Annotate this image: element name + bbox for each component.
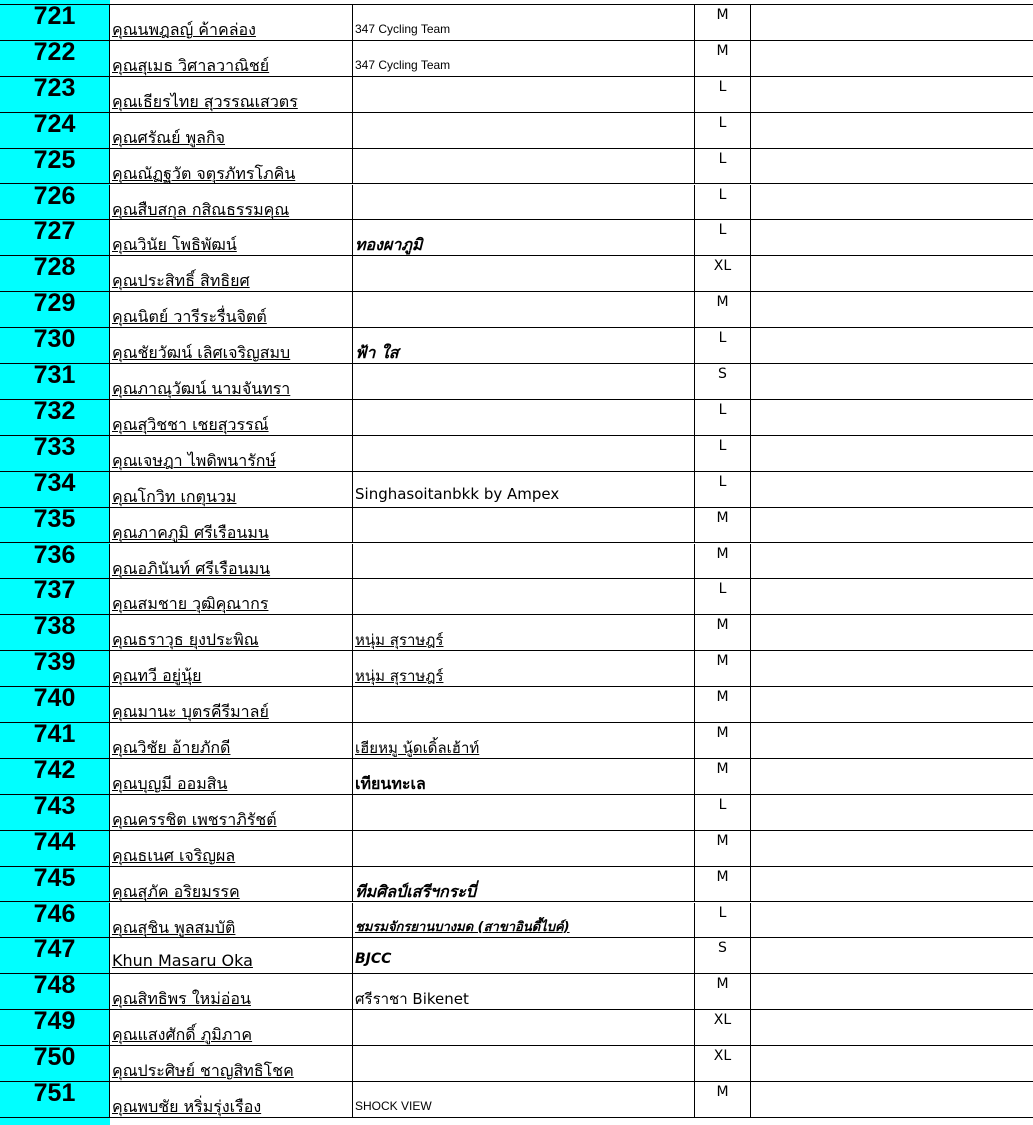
participant-number[interactable]: 729: [0, 292, 110, 327]
table-row: [0, 1043, 1033, 1082]
shirt-size[interactable]: M: [695, 723, 751, 758]
table-row: [0, 361, 1033, 400]
participant-number[interactable]: 749: [0, 1010, 110, 1045]
table-row: [0, 289, 1033, 328]
shirt-size[interactable]: L: [695, 77, 751, 112]
participant-name[interactable]: คุณธราวุธ ยุงประพิณ: [110, 615, 353, 650]
participant-team[interactable]: 347 Cycling Team: [353, 5, 695, 40]
participant-team[interactable]: ชมรมจักรยานบางมด (สาขาอินดี้ไบค์): [353, 903, 695, 938]
table-row: [0, 791, 1033, 831]
participant-team[interactable]: [353, 77, 695, 112]
participant-team[interactable]: [353, 795, 695, 830]
table-row: [0, 612, 1033, 651]
shirt-size[interactable]: M: [695, 867, 751, 902]
participant-name[interactable]: คุณมานะ บุตรคีรีมาลย์: [110, 687, 353, 722]
participant-team[interactable]: [353, 436, 695, 471]
participant-team[interactable]: [353, 1046, 695, 1081]
participant-team[interactable]: [353, 508, 695, 543]
participant-number[interactable]: 743: [0, 795, 110, 830]
table-row: [0, 181, 1033, 221]
participant-name[interactable]: คุณสุภัค อริยมรรค: [110, 867, 353, 902]
participant-team[interactable]: Singhasoitanbkk by Ampex: [353, 472, 695, 507]
participant-number[interactable]: 733: [0, 436, 110, 471]
notes-cell[interactable]: [751, 472, 1033, 507]
shirt-size[interactable]: L: [695, 149, 751, 184]
table-row: [0, 432, 1033, 472]
participant-number[interactable]: 745: [0, 867, 110, 902]
notes-cell[interactable]: [751, 436, 1033, 471]
table-row: [0, 971, 1033, 1010]
participant-team[interactable]: เทียนทะเล: [353, 759, 695, 794]
participant-name[interactable]: คุณณัฏฐวัต จตุรภัทรโภคิน: [110, 149, 353, 184]
participant-name[interactable]: คุณครรชิต เพชราภิรัชต์: [110, 795, 353, 830]
participant-name[interactable]: คุณสุวิชชา เชยสุวรรณ์: [110, 400, 353, 435]
notes-cell[interactable]: [751, 113, 1033, 148]
table-row: [0, 540, 1033, 580]
shirt-size[interactable]: M: [695, 759, 751, 794]
participant-number[interactable]: 750: [0, 1046, 110, 1081]
shirt-size[interactable]: L: [695, 795, 751, 830]
notes-cell[interactable]: [751, 579, 1033, 614]
participant-team[interactable]: [353, 113, 695, 148]
shirt-size[interactable]: M: [695, 544, 751, 579]
shirt-size[interactable]: M: [695, 615, 751, 650]
table-row: [0, 899, 1033, 939]
participant-number[interactable]: 721: [0, 5, 110, 40]
notes-cell[interactable]: [751, 651, 1033, 686]
notes-cell[interactable]: [751, 867, 1033, 902]
shirt-size[interactable]: L: [695, 436, 751, 471]
notes-cell[interactable]: [751, 795, 1033, 830]
participant-number[interactable]: 731: [0, 364, 110, 399]
participant-number[interactable]: 737: [0, 579, 110, 614]
table-row: [0, 755, 1033, 795]
participant-team[interactable]: [353, 831, 695, 866]
shirt-size[interactable]: M: [695, 41, 751, 76]
participant-team[interactable]: [353, 256, 695, 291]
notes-cell[interactable]: [751, 41, 1033, 76]
table-row: [0, 396, 1033, 436]
notes-cell[interactable]: [751, 544, 1033, 579]
participant-number[interactable]: 740: [0, 687, 110, 722]
table-row: [0, 720, 1033, 759]
participant-name[interactable]: คุณภาคภูมิ ศรีเรือนมน: [110, 508, 353, 543]
participant-number[interactable]: 741: [0, 723, 110, 758]
shirt-size[interactable]: XL: [695, 1010, 751, 1045]
participant-team[interactable]: หนุ่ม สุราษฎร์: [353, 651, 695, 686]
participant-team[interactable]: [353, 687, 695, 722]
participant-number[interactable]: 738: [0, 615, 110, 650]
notes-cell[interactable]: [751, 77, 1033, 112]
table-row: [0, 2, 1033, 41]
table-row: [0, 1007, 1033, 1046]
participant-number[interactable]: 732: [0, 400, 110, 435]
participant-team[interactable]: [353, 579, 695, 614]
participant-name[interactable]: คุณประสิทธิ์ สิทธิยศ: [110, 256, 353, 291]
participant-name[interactable]: คุณชัยวัฒน์ เลิศเจริญสมบ: [110, 328, 353, 363]
participant-team[interactable]: ฟ้า ใส: [353, 328, 695, 363]
participant-name[interactable]: คุณทวี อยู่นุ้ย: [110, 651, 353, 686]
participant-team[interactable]: หนุ่ม สุราษฎร์: [353, 615, 695, 650]
notes-cell[interactable]: [751, 256, 1033, 291]
table-row: [0, 684, 1033, 723]
notes-cell[interactable]: [751, 364, 1033, 399]
participant-name[interactable]: คุณวินัย โพธิพัฒน์: [110, 220, 353, 255]
shirt-size[interactable]: S: [695, 364, 751, 399]
notes-cell[interactable]: [751, 1046, 1033, 1081]
participant-team[interactable]: ทีมศิลป์เสรีฯกระบี่: [353, 867, 695, 902]
notes-cell[interactable]: [751, 974, 1033, 1009]
participant-team[interactable]: เฮียหมู นู้ดเดิ้ลเฮ้าท์: [353, 723, 695, 758]
shirt-size[interactable]: XL: [695, 256, 751, 291]
shirt-size[interactable]: M: [695, 1082, 751, 1117]
participant-number[interactable]: 726: [0, 185, 110, 220]
notes-cell[interactable]: [751, 1082, 1033, 1117]
participant-number[interactable]: 725: [0, 149, 110, 184]
participant-name[interactable]: คุณเจษฎา ไพดิพนารักษ์: [110, 436, 353, 471]
participant-name[interactable]: คุณสมชาย วุฒิคุณากร: [110, 579, 353, 614]
participant-name[interactable]: คุณแสงศักดิ์ ภูมิภาค: [110, 1010, 353, 1045]
participant-name[interactable]: คุณสืบสกุล กสิณธรรมคุณ: [110, 185, 353, 220]
participant-name[interactable]: คุณบุญมี ออมสิน: [110, 759, 353, 794]
participant-team[interactable]: BJCC: [353, 938, 695, 973]
table-row: [0, 217, 1033, 256]
notes-cell[interactable]: [751, 723, 1033, 758]
participant-name[interactable]: คุณเธียรไทย สุวรรณเสวตร: [110, 77, 353, 112]
participant-name[interactable]: คุณพบชัย หริ่มรุ่งเรือง: [110, 1082, 353, 1117]
participant-name[interactable]: คุณนพฎลญ์ ค้าคล่อง: [110, 5, 353, 40]
participant-team[interactable]: [353, 544, 695, 579]
participant-name[interactable]: คุณสุชิน พูลสมบัติ: [110, 903, 353, 938]
participant-team[interactable]: ศรีราชา Bikenet: [353, 974, 695, 1009]
participant-name[interactable]: คุณสุเมธ วิศาลวาณิชย์: [110, 41, 353, 76]
notes-cell[interactable]: [751, 220, 1033, 255]
shirt-size[interactable]: XL: [695, 1046, 751, 1081]
participant-number[interactable]: 728: [0, 256, 110, 291]
participant-number[interactable]: 747: [0, 938, 110, 973]
table-row: [0, 827, 1033, 867]
participant-name[interactable]: คุณประศิษย์ ชาญสิทธิโชค: [110, 1046, 353, 1081]
notes-cell[interactable]: [751, 938, 1033, 973]
participant-number[interactable]: 727: [0, 220, 110, 255]
participant-number[interactable]: 724: [0, 113, 110, 148]
participant-number[interactable]: 742: [0, 759, 110, 794]
table-row: [0, 648, 1033, 687]
shirt-size[interactable]: L: [695, 328, 751, 363]
table-row: [0, 325, 1033, 364]
participant-number[interactable]: 736: [0, 544, 110, 579]
participant-name[interactable]: คุณนิตย์ วารีระรื่นจิตต์: [110, 292, 353, 327]
participant-name[interactable]: คุณธเนศ เจริญผล: [110, 831, 353, 866]
participant-team[interactable]: SHOCK VIEW: [353, 1082, 695, 1117]
notes-cell[interactable]: [751, 903, 1033, 938]
participant-team[interactable]: [353, 1010, 695, 1045]
participant-number[interactable]: 722: [0, 41, 110, 76]
participant-number[interactable]: 739: [0, 651, 110, 686]
participant-team[interactable]: [353, 292, 695, 327]
participant-name[interactable]: คุณโกวิท เกตุนวม: [110, 472, 353, 507]
shirt-size[interactable]: L: [695, 185, 751, 220]
participant-team[interactable]: [353, 400, 695, 435]
participant-number[interactable]: 746: [0, 903, 110, 938]
participant-name[interactable]: คุณสิทธิพร ใหม่อ่อน: [110, 974, 353, 1009]
participant-name[interactable]: คุณอภินันท์ ศรีเรือนมน: [110, 544, 353, 579]
table-row: [0, 73, 1033, 113]
notes-cell[interactable]: [751, 292, 1033, 327]
notes-cell[interactable]: [751, 400, 1033, 435]
notes-cell[interactable]: [751, 759, 1033, 794]
notes-cell[interactable]: [751, 831, 1033, 866]
participant-number[interactable]: 723: [0, 77, 110, 112]
participant-number[interactable]: 730: [0, 328, 110, 363]
table-row: [0, 37, 1033, 77]
participant-number[interactable]: 748: [0, 974, 110, 1009]
table-row: [0, 253, 1033, 292]
table-row: [0, 1079, 1033, 1118]
table-row: [0, 504, 1033, 544]
notes-cell[interactable]: [751, 185, 1033, 220]
table-row: [0, 468, 1033, 508]
shirt-size[interactable]: L: [695, 113, 751, 148]
participant-team[interactable]: [353, 185, 695, 220]
table-row: [0, 863, 1033, 903]
notes-cell[interactable]: [751, 615, 1033, 650]
participant-number[interactable]: 744: [0, 831, 110, 866]
shirt-size[interactable]: L: [695, 579, 751, 614]
participant-name[interactable]: คุณภาณุวัฒน์ นามจันทรา: [110, 364, 353, 399]
shirt-size[interactable]: M: [695, 292, 751, 327]
notes-cell[interactable]: [751, 149, 1033, 184]
participant-team[interactable]: 347 Cycling Team: [353, 41, 695, 76]
notes-cell[interactable]: [751, 687, 1033, 722]
participant-team[interactable]: ทองผาภูมิ: [353, 220, 695, 255]
table-row: [0, 576, 1033, 615]
participant-number[interactable]: 751: [0, 1082, 110, 1117]
shirt-size[interactable]: L: [695, 400, 751, 435]
notes-cell[interactable]: [751, 1010, 1033, 1045]
shirt-size[interactable]: M: [695, 974, 751, 1009]
shirt-size[interactable]: L: [695, 220, 751, 255]
shirt-size[interactable]: M: [695, 5, 751, 40]
participant-name[interactable]: คุณวิชัย อ้ายภักดี: [110, 723, 353, 758]
shirt-size[interactable]: S: [695, 938, 751, 973]
table-row: [0, 109, 1033, 149]
participant-name[interactable]: Khun Masaru Oka: [110, 938, 353, 973]
shirt-size[interactable]: L: [695, 472, 751, 507]
table-row: [0, 935, 1033, 974]
notes-cell[interactable]: [751, 328, 1033, 363]
participant-team[interactable]: [353, 149, 695, 184]
notes-cell[interactable]: [751, 508, 1033, 543]
shirt-size[interactable]: L: [695, 903, 751, 938]
notes-cell[interactable]: [751, 5, 1033, 40]
shirt-size[interactable]: M: [695, 687, 751, 722]
shirt-size[interactable]: M: [695, 651, 751, 686]
table-row: [0, 145, 1033, 185]
participant-team[interactable]: [353, 364, 695, 399]
shirt-size[interactable]: M: [695, 508, 751, 543]
participant-number[interactable]: 734: [0, 472, 110, 507]
participant-number[interactable]: 735: [0, 508, 110, 543]
participant-name[interactable]: คุณศรัณย์ พูลกิจ: [110, 113, 353, 148]
shirt-size[interactable]: M: [695, 831, 751, 866]
